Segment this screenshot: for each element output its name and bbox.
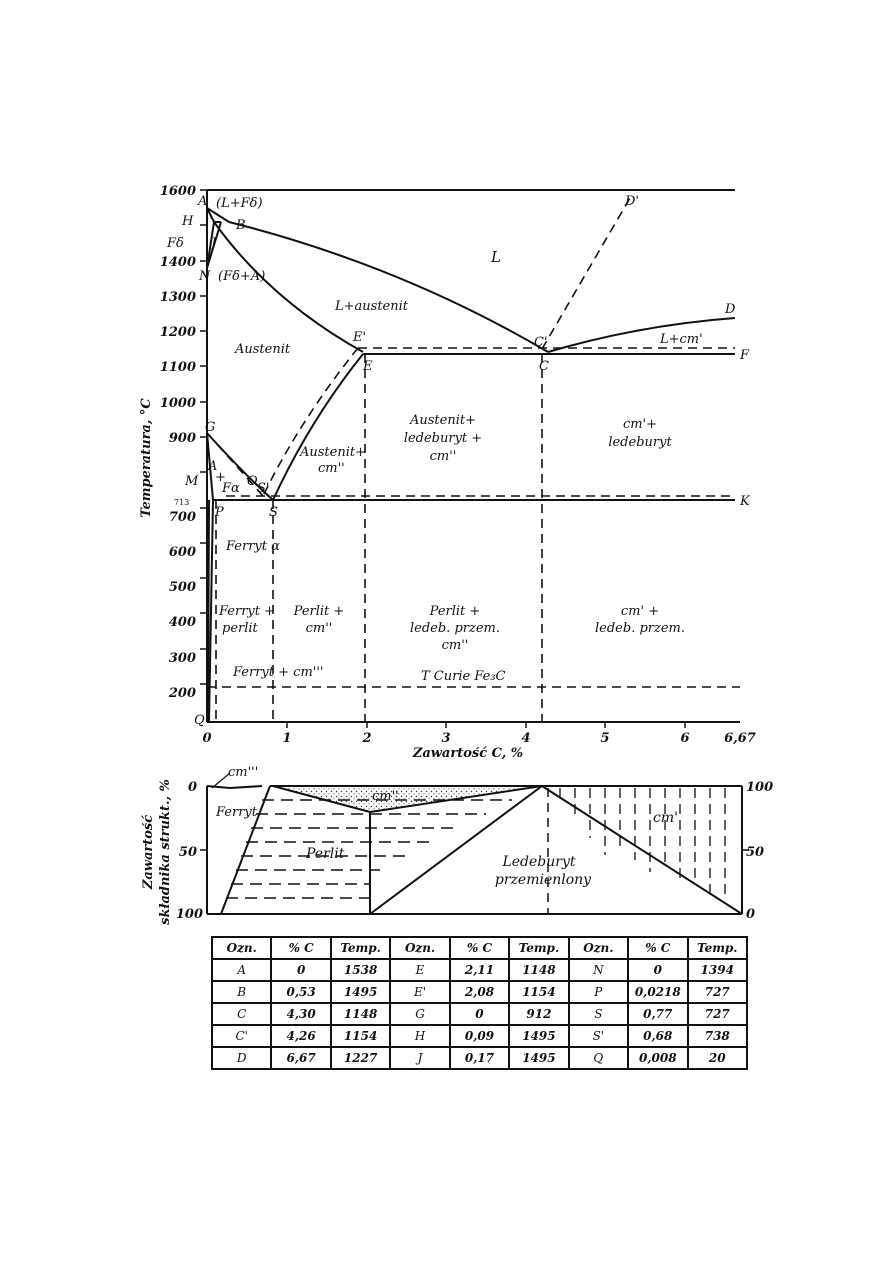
x-tick-labels [202,731,755,746]
struct-outline [207,786,742,914]
x-axis-title: Zawartość C, % [412,746,524,761]
table-row [212,1003,747,1025]
y-tick-marks [200,190,207,684]
table-cell: 0,09 [450,1025,509,1047]
table-cell: S [569,1003,628,1025]
region-perlit-ledeb-2: ledeb. przem. [410,621,500,636]
table-row [212,959,747,981]
table-cell: 0,0218 [628,981,687,1003]
region-ferryt-alpha: Ferryt α [226,539,280,554]
x-tick-label: 6,67 [724,731,756,746]
point-label-h: H [182,214,194,229]
struct-label-cm1: cm' [653,810,678,826]
region-f-delta-a: (Fδ+A) [218,269,266,284]
points-table [211,936,748,1070]
table-header: Temp. [509,937,568,959]
table-cell: 1394 [688,959,748,981]
point-label-f: F [740,348,750,363]
table-cell: D [212,1047,271,1069]
struct-label-cm3: cm''' [228,765,259,780]
region-ferryt-perlit-1: Ferryt + [219,604,276,619]
x-tick-label: 3 [441,731,451,746]
struct-y-tick-right: 0 [746,907,756,922]
y-tick-label: 1200 [159,325,196,340]
table-row [212,1047,747,1069]
y-tick-label: 200 [168,686,196,701]
table-cell: 1538 [331,959,390,981]
struct-y-ticks [176,780,773,922]
table-cell: 1154 [331,1025,390,1047]
region-austenit-cm-2: cm'' [318,461,345,476]
table-cell: 0,77 [628,1003,687,1025]
point-label-m: M [185,474,199,489]
liquidus-cd [548,318,735,352]
table-cell: E' [390,981,449,1003]
x-tick-label: 2 [362,731,372,746]
region-plus: + [215,470,226,485]
struct-y-tick-left: 50 [178,845,197,860]
point-label-e-prime: E' [353,330,367,345]
y-tick-label: 500 [168,580,196,595]
y-tick-label: 300 [168,651,196,666]
point-label-q: Q [194,713,205,728]
region-cm-ledeburyt-2: ledeburyt [608,435,672,450]
point-label-j: J [211,236,217,251]
y-tick-labels [160,184,196,701]
point-label-d-prime: D' [625,194,639,209]
table-cell: H [390,1025,449,1047]
region-cm-ledeb-1: cm' + [620,604,660,619]
table-header: Ozn. [390,937,449,959]
x-tick-label: 5 [600,731,610,746]
struct-label-ferryt: Ferryt [216,805,257,820]
region-austenit-ledeburyt-2: ledeburyt + [403,431,483,446]
struct-label-ledeburyt-1: Ledeburyt [502,854,576,870]
point-label-b: B [236,218,246,233]
y-tick-label: 1400 [159,255,196,270]
struct-y-tick-right: 100 [746,780,774,795]
x-tick-label: 6 [680,731,690,746]
point-label-s: S [269,505,278,520]
table-cell: 727 [688,1003,748,1025]
table-header: Temp. [331,937,390,959]
point-label-g: G [205,420,216,435]
table-cell: 0 [628,959,687,981]
point-label-c-prime: C' [534,335,548,350]
table-cell: 1495 [509,1025,568,1047]
table-cell: P [569,981,628,1003]
region-austenit: Austenit [235,342,291,357]
table-cell: 20 [688,1047,748,1069]
table-cell: J [390,1047,449,1069]
table-cell: S' [569,1025,628,1047]
liquidus-bc [229,222,548,352]
point-label-p: P [215,505,224,520]
table-cell: 2,08 [450,981,509,1003]
cm3-pointer [212,773,230,788]
point-label-s-prime: S' [257,481,270,496]
region-l-austenit: L+austenit [335,299,408,314]
table-header: Ozn. [569,937,628,959]
point-label-o: O [247,474,258,489]
table-header: % C [450,937,509,959]
table-cell: 727 [688,981,748,1003]
region-austenit-cm-1: Austenit+ [300,445,366,460]
point-label-a: A [198,194,208,209]
y-tick-label: 1000 [159,396,196,411]
table-cell: 0 [271,959,330,981]
point-label-e: E [363,359,373,374]
table-cell: 1148 [509,959,568,981]
acm-es [273,354,363,500]
table-cell: N [569,959,628,981]
y-tick-label: 600 [168,545,196,560]
table-cell: C [212,1003,271,1025]
point-labels [197,194,751,520]
table-cell: 0 [450,1003,509,1025]
y-label-713: 713 [174,498,190,507]
table-cell: 2,11 [450,959,509,981]
table-cell: 912 [509,1003,568,1025]
table-cell: 1154 [509,981,568,1003]
table-header: % C [628,937,687,959]
ferrite-line [208,500,209,722]
struct-label-ledeburyt-2: przemienlony [494,872,592,888]
region-austenit-ledeburyt-3: cm'' [429,449,457,464]
region-l-cm: L+cm' [660,332,703,347]
struct-y-title-2: składnika strukt., % [158,779,173,925]
struct-y-tick-right: 50 [746,845,765,860]
table-row [212,1025,747,1047]
line-cd-prime [542,198,630,349]
table-cell: E [390,959,449,981]
point-label-n: N [199,269,211,284]
region-cm-ledeb-2: ledeb. przem. [595,621,685,636]
cm2-dotted-area [273,786,542,812]
y-axis-title: Temperatura, °C [139,398,154,518]
table-cell: Q [569,1047,628,1069]
y-tick-label: 1100 [159,360,196,375]
table-cell: 1227 [331,1047,390,1069]
point-label-c: C [539,359,549,374]
region-t-curie: T Curie Fe₃C [421,669,506,684]
phase-boundaries-solid [207,208,735,722]
struct-y-title-1: Zawartość [141,814,156,890]
table-header-row [212,937,747,959]
region-cm-ledeburyt-1: cm'+ [622,417,658,432]
table-header: Temp. [688,937,748,959]
region-ferryt-cm: Ferryt + cm''' [233,665,324,680]
table-row [212,981,747,1003]
table-cell: 6,67 [271,1047,330,1069]
region-ferryt-perlit-2: perlit [222,621,258,636]
point-label-d: D [725,302,736,317]
region-l: L [491,248,501,266]
point-label-k: K [740,494,750,509]
region-perlit-ledeb-3: cm'' [441,638,469,653]
table-header: % C [271,937,330,959]
region-labels [207,196,703,684]
y-tick-label: 900 [168,431,196,446]
region-perlit-cm-1: Perlit + [293,604,345,619]
table-cell: C' [212,1025,271,1047]
solidus-he [214,222,363,352]
y-tick-label: 700 [168,510,196,525]
table-cell: 738 [688,1025,748,1047]
table-header: Ozn. [212,937,271,959]
y-tick-label: 1600 [159,184,196,199]
table-cell: 4,26 [271,1025,330,1047]
region-a: A [208,459,218,474]
region-f-alpha: Fα [222,481,240,496]
y-tick-label: 1300 [159,290,196,305]
table-cell: 1495 [331,981,390,1003]
phase-boundaries-dashed [207,198,740,722]
region-austenit-ledeburyt-1: Austenit+ [410,413,476,428]
region-perlit-cm-2: cm'' [305,621,333,636]
table-cell: 0,53 [271,981,330,1003]
points-table-wrap [211,936,748,1070]
table-cell: B [212,981,271,1003]
region-perlit-ledeb-1: Perlit + [429,604,481,619]
struct-y-tick-left: 100 [175,907,203,922]
struct-label-perlit: Perlit [306,846,345,862]
point-label-f-delta: Fδ [167,236,184,251]
x-tick-label: 4 [521,731,531,746]
x-tick-label: 1 [282,731,292,746]
table-cell: A [212,959,271,981]
struct-chart [141,765,773,925]
table-cell: 1495 [509,1047,568,1069]
table-cell: 0,17 [450,1047,509,1069]
x-tick-label: 0 [202,731,212,746]
struct-y-tick-left: 0 [187,780,197,795]
table-cell: 0,008 [628,1047,687,1069]
region-l-f-delta: (L+Fδ) [216,196,263,211]
table-cell: 1148 [331,1003,390,1025]
table-cell: 4,30 [271,1003,330,1025]
main-frame [207,190,740,722]
struct-label-cm2: cm'' [372,789,399,804]
table-cell: G [390,1003,449,1025]
table-cell: 0,68 [628,1025,687,1047]
y-tick-label: 400 [168,615,196,630]
